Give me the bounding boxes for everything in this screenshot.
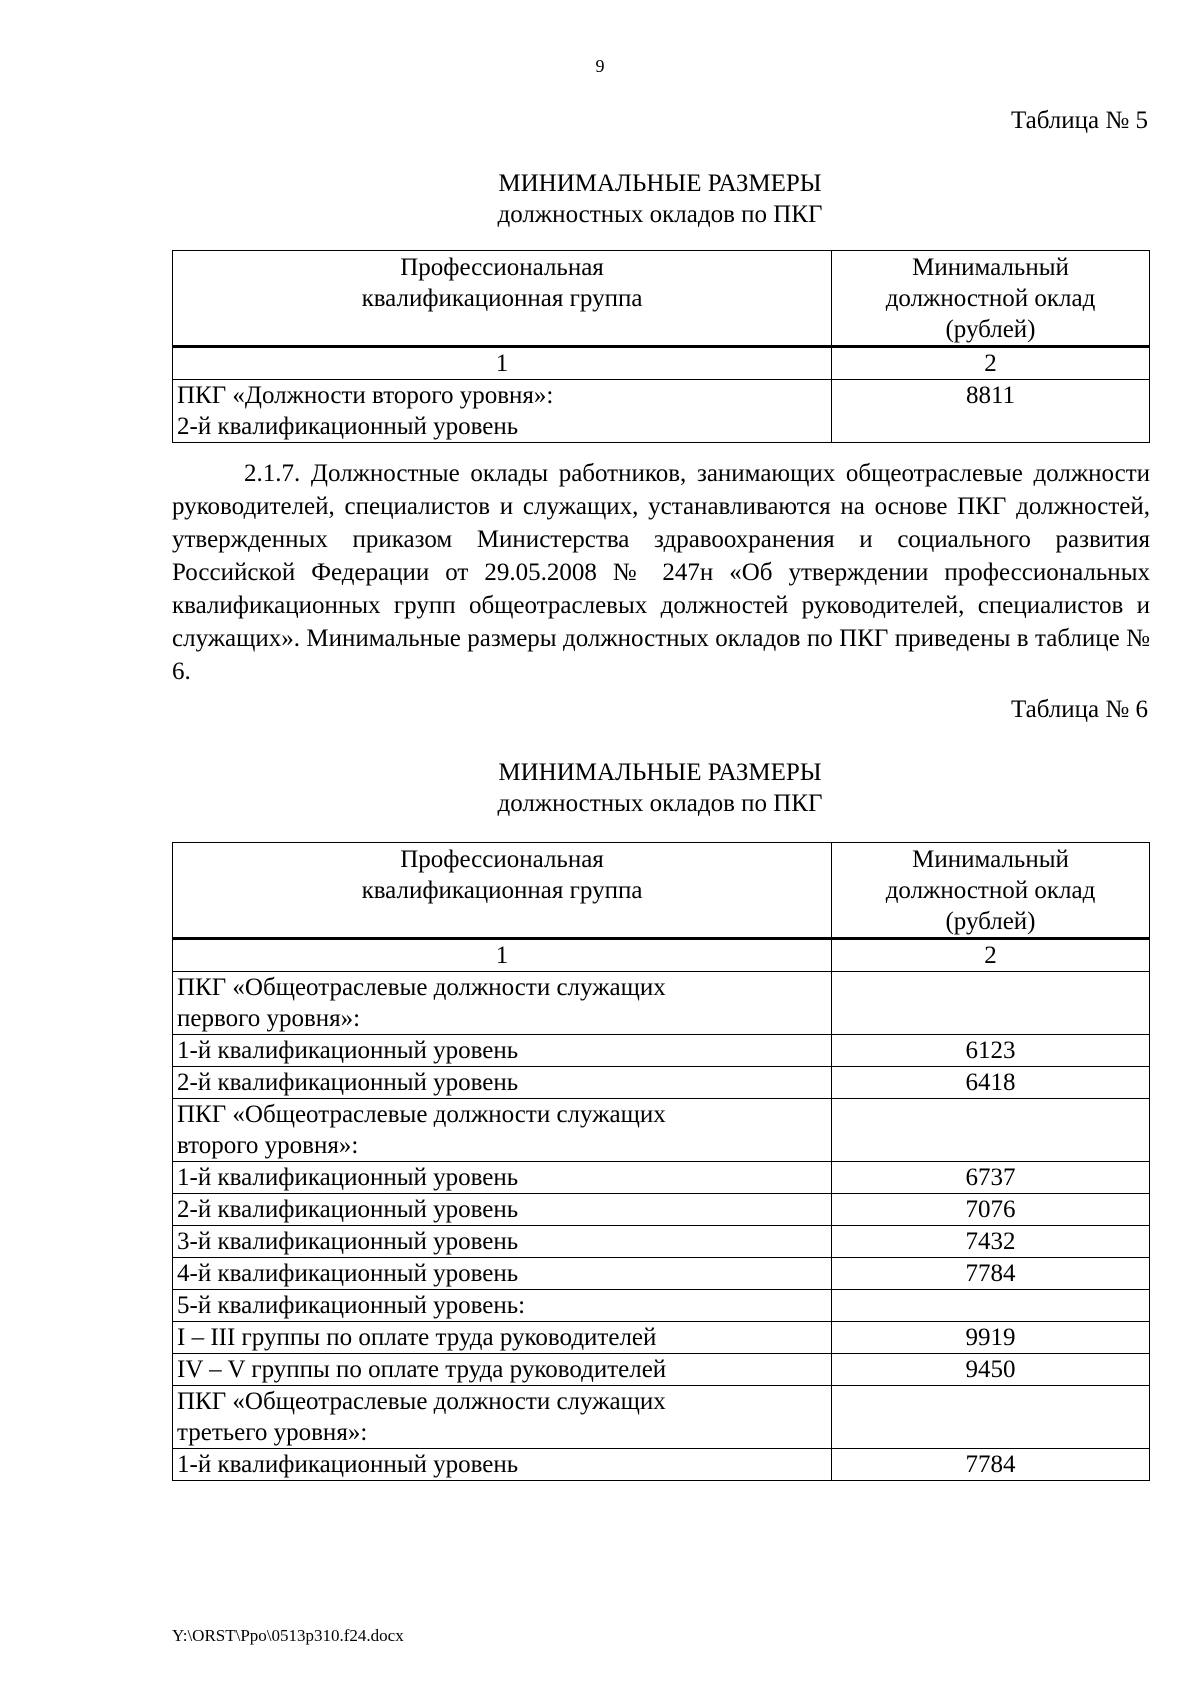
row-label-line: второго уровня»: <box>177 1132 359 1159</box>
row-value: 6418 <box>832 1067 1150 1099</box>
column-number: 2 <box>832 347 1150 380</box>
table-row <box>173 1194 1150 1226</box>
row-label-line: 1-й квалификационный уровень <box>177 1451 519 1478</box>
row-label-line: 2-й квалификационный уровень <box>177 413 519 440</box>
row-label <box>173 1067 832 1099</box>
table6-header-col1 <box>173 843 832 939</box>
table5-label: Таблица № 5 <box>1010 107 1148 134</box>
header-text: (рублей) <box>945 316 1036 343</box>
header-text: Минимальный <box>912 846 1069 873</box>
table-row <box>173 1067 1150 1099</box>
row-label-line: 1-й квалификационный уровень <box>177 1164 519 1191</box>
row-label <box>173 1290 832 1322</box>
row-label <box>173 1258 832 1290</box>
row-label-line: 5-й квалификационный уровень: <box>177 1292 526 1319</box>
table5-header-col1 <box>173 251 832 347</box>
table-row <box>173 1099 1150 1162</box>
table-row <box>173 972 1150 1035</box>
row-label-line: первого уровня»: <box>177 1005 361 1032</box>
table6-subtitle: должностных окладов по ПКГ <box>497 790 823 817</box>
table-row <box>173 1162 1150 1194</box>
row-label-line: ПКГ «Общеотраслевые должности служащих <box>177 1388 666 1415</box>
header-text: квалификационная группа <box>361 877 643 904</box>
header-text: Профессиональная <box>400 254 604 281</box>
table-row <box>173 1258 1150 1290</box>
row-label-line: 4-й квалификационный уровень <box>177 1260 519 1287</box>
row-label <box>173 1194 832 1226</box>
row-label-line: 1-й квалификационный уровень <box>177 1037 519 1064</box>
table5-header-col2 <box>832 251 1150 347</box>
row-label-line: I – III группы по оплате труда руководителей <box>177 1324 657 1351</box>
row-label <box>173 1449 832 1481</box>
row-value: 7076 <box>832 1194 1150 1226</box>
column-number: 1 <box>173 939 832 972</box>
table-row <box>173 1354 1150 1386</box>
row-value: 8811 <box>832 380 1150 443</box>
table6-header-col2 <box>832 843 1150 939</box>
row-label-line: ПКГ «Общеотраслевые должности служащих <box>177 974 666 1001</box>
row-label-line: 2-й квалификационный уровень <box>177 1069 519 1096</box>
table5-heading <box>0 168 1200 230</box>
table6-heading <box>0 757 1200 819</box>
footer-file-path: Y:\ORST\Ppo\0513p310.f24.docx <box>172 1626 404 1645</box>
header-text: Профессиональная <box>400 846 604 873</box>
row-label-line: 3-й квалификационный уровень <box>177 1228 519 1255</box>
row-value <box>832 972 1150 1035</box>
body-paragraph <box>172 457 1150 688</box>
row-label <box>173 972 832 1035</box>
row-value: 7432 <box>832 1226 1150 1258</box>
table5 <box>172 250 1150 443</box>
header-text: (рублей) <box>945 908 1036 935</box>
row-label-line: ПКГ «Общеотраслевые должности служащих <box>177 1101 666 1128</box>
row-label <box>173 380 832 443</box>
row-label-line: IV – V группы по оплате труда руководителей <box>177 1356 667 1383</box>
table-row <box>173 380 1150 443</box>
row-label-line: третьего уровня»: <box>177 1419 368 1446</box>
row-label-line: 2-й квалификационный уровень <box>177 1196 519 1223</box>
row-label <box>173 1354 832 1386</box>
row-label-line: ПКГ «Должности второго уровня»: <box>177 382 554 409</box>
table5-subtitle: должностных окладов по ПКГ <box>497 201 823 228</box>
header-text: квалификационная группа <box>361 285 643 312</box>
row-value <box>832 1386 1150 1449</box>
row-value: 9450 <box>832 1354 1150 1386</box>
row-value: 6123 <box>832 1035 1150 1067</box>
table6-column-numbers <box>173 939 1150 972</box>
row-label <box>173 1162 832 1194</box>
row-label <box>173 1322 832 1354</box>
table5-title: МИНИМАЛЬНЫЕ РАЗМЕРЫ <box>498 170 822 197</box>
table-row <box>173 1322 1150 1354</box>
column-number: 2 <box>832 939 1150 972</box>
header-text: должностной оклад <box>885 285 1096 312</box>
row-label <box>173 1035 832 1067</box>
table6-header-row <box>173 843 1150 939</box>
column-number: 1 <box>173 347 832 380</box>
page-number: 9 <box>595 56 605 76</box>
row-value: 6737 <box>832 1162 1150 1194</box>
table-row <box>173 1035 1150 1067</box>
row-value <box>832 1290 1150 1322</box>
paragraph-2-1-7: 2.1.7. Должностные оклады работников, занимающих общеотраслевые должности руководителей, специалистов и служащих, устанавливаются на основе ПКГ должностей, утвержденных приказом Министерства здравоохранения и социального развития Российской Федерации от 29.05.2008 № 247н «Об утверждении профессиональных квалификационных групп общеотраслевых должностей руководителей, специалистов и служащих». Минимальные размеры должностных окладов по ПКГ приведены в таблице № 6. <box>172 460 1150 685</box>
table-row <box>173 1226 1150 1258</box>
row-value: 9919 <box>832 1322 1150 1354</box>
table5-column-numbers <box>173 347 1150 380</box>
row-label <box>173 1386 832 1449</box>
row-label <box>173 1226 832 1258</box>
header-text: Минимальный <box>912 254 1069 281</box>
table6-title: МИНИМАЛЬНЫЕ РАЗМЕРЫ <box>498 759 822 786</box>
row-value <box>832 1099 1150 1162</box>
table6 <box>172 842 1150 1481</box>
header-text: должностной оклад <box>885 877 1096 904</box>
row-label <box>173 1099 832 1162</box>
row-value: 7784 <box>832 1258 1150 1290</box>
table5-header-row <box>173 251 1150 347</box>
table-row <box>173 1449 1150 1481</box>
table-row <box>173 1386 1150 1449</box>
row-value: 7784 <box>832 1449 1150 1481</box>
table6-label: Таблица № 6 <box>1010 696 1148 723</box>
table-row <box>173 1290 1150 1322</box>
